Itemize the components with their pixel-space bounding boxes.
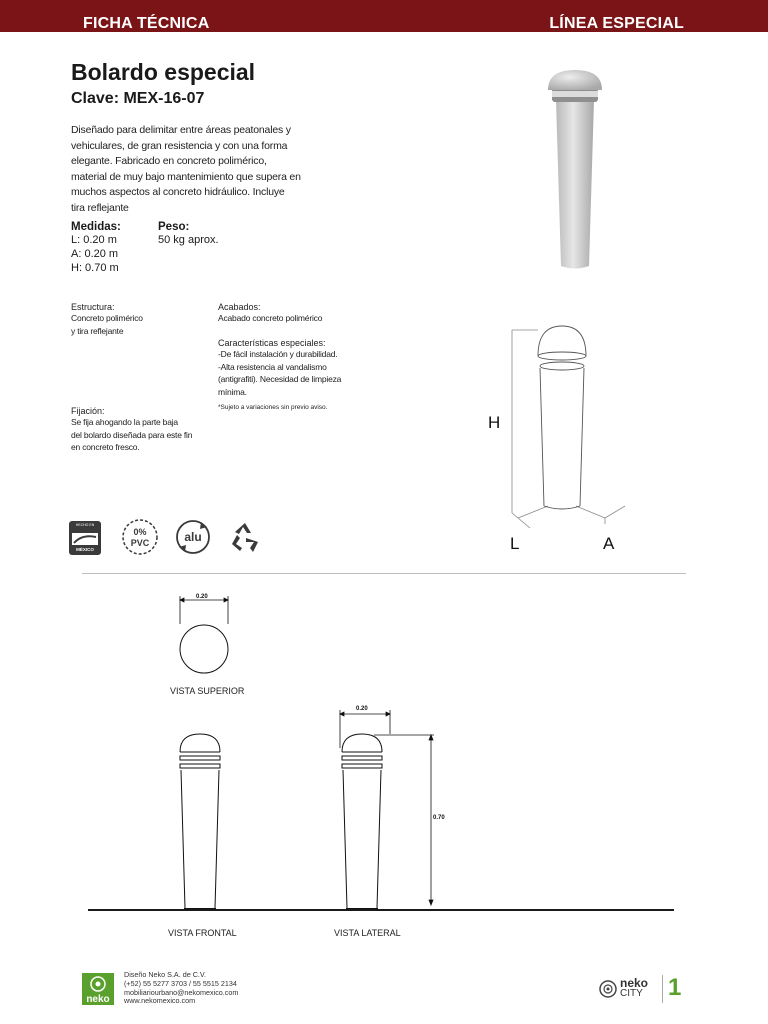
page-number-divider — [662, 975, 663, 1003]
side-view-caption: VISTA LATERAL — [334, 928, 401, 938]
product-code: Clave: MEX-16-07 — [71, 90, 205, 107]
finish-block — [218, 302, 358, 325]
section-divider — [82, 573, 686, 574]
pvc-bottom-text: PVC — [130, 538, 150, 548]
ground-line — [88, 909, 674, 911]
measures-block — [71, 221, 121, 275]
features-line: -De fácil instalación y durabilidad. — [218, 349, 338, 359]
side-view-drawing — [334, 702, 454, 912]
features-line: mínima. — [218, 386, 247, 397]
finish-label: Acabados: — [218, 302, 261, 312]
product-description: Diseñado para delimitar entre áreas peatonales y vehiculares, de gran resistencia y con una forma elegante. Fabricado en concreto polimérico, material de muy bajo mantenimiento que supera en muchos aspectos al concreto hidráulico. Incluye tira reflejante — [71, 124, 301, 214]
dimension-a-label: A — [603, 534, 615, 553]
features-block — [218, 338, 358, 398]
top-view-caption: VISTA SUPERIOR — [170, 686, 245, 696]
measure-h: H: 0.70 m — [71, 262, 119, 274]
structure-label: Estructura: — [71, 302, 115, 312]
made-in-mexico-top-text: HECHO EN — [75, 523, 95, 527]
side-view-height-label: 0.70 — [433, 815, 445, 821]
measure-a: A: 0.20 m — [71, 248, 119, 260]
dimension-l-label: L — [510, 534, 520, 553]
front-view-caption: VISTA FRONTAL — [168, 928, 237, 938]
recycle-icon — [228, 520, 262, 554]
neko-logo — [82, 973, 114, 1005]
neko-city-brand-sub: CITY — [620, 988, 643, 999]
features-line: -Alta resistencia al vandalismo — [218, 361, 327, 372]
side-view-width-label: 0.20 — [356, 706, 368, 712]
page-number: 1 — [668, 974, 682, 1001]
top-view-width-label: 0.20 — [196, 594, 208, 600]
neko-city-icon — [598, 979, 618, 999]
header-left-label: FICHA TÉCNICA — [83, 15, 210, 32]
neko-city-brand-name: neko — [620, 976, 649, 990]
footer-web[interactable]: www.nekomexico.com — [124, 996, 196, 1006]
header-bar — [0, 0, 768, 32]
header-right-label: LÍNEA ESPECIAL — [549, 15, 684, 32]
zero-pvc-icon — [121, 518, 159, 556]
measure-l: L: 0.20 m — [71, 234, 117, 246]
footer-contact — [124, 971, 238, 1006]
structure-block — [71, 302, 191, 337]
weight-value: 50 kg aprox. — [158, 234, 219, 246]
features-line: (antigrafiti). Necesidad de limpieza — [218, 374, 342, 384]
neko-logo-text: neko — [86, 994, 110, 1005]
product-title: Bolardo especial — [71, 59, 256, 85]
top-view-drawing — [170, 592, 240, 682]
disclaimer-note: *Sujeto a variaciones sin previo aviso. — [218, 404, 328, 411]
neko-logo-icon — [82, 973, 114, 995]
fixing-line: del bolardo diseñada para este fin — [71, 429, 193, 440]
structure-line: y tira reflejante — [71, 325, 124, 336]
front-view-drawing — [170, 730, 230, 912]
made-in-mexico-bottom-text: MÉXICO — [76, 547, 94, 552]
pvc-top-text: 0% — [133, 527, 147, 537]
fixing-label: Fijación: — [71, 406, 105, 416]
features-label: Características especiales: — [218, 338, 326, 348]
footer-phones: (+52) 55 5277 3703 / 55 5515 2134 — [124, 978, 237, 988]
finish-value: Acabado concreto polimérico — [218, 313, 323, 323]
bollard-photo — [540, 66, 610, 272]
fixing-block — [71, 406, 211, 454]
structure-line: Concreto polimérico — [71, 313, 143, 323]
weight-label: Peso: — [158, 221, 190, 233]
weight-block — [158, 221, 219, 247]
dimension-h-label: H — [488, 413, 501, 432]
measures-label: Medidas: — [71, 221, 121, 233]
footer-email[interactable]: mobiliariourbano@nekomexico.com — [124, 987, 239, 997]
fixing-line: Se fija ahogando la parte baja — [71, 417, 178, 427]
alu-text: alu — [184, 530, 202, 544]
bollard-isometric-drawing — [480, 318, 640, 558]
fixing-line: en concreto fresco. — [71, 442, 140, 452]
footer-company: Diseño Neko S.A. de C.V. — [124, 970, 207, 979]
